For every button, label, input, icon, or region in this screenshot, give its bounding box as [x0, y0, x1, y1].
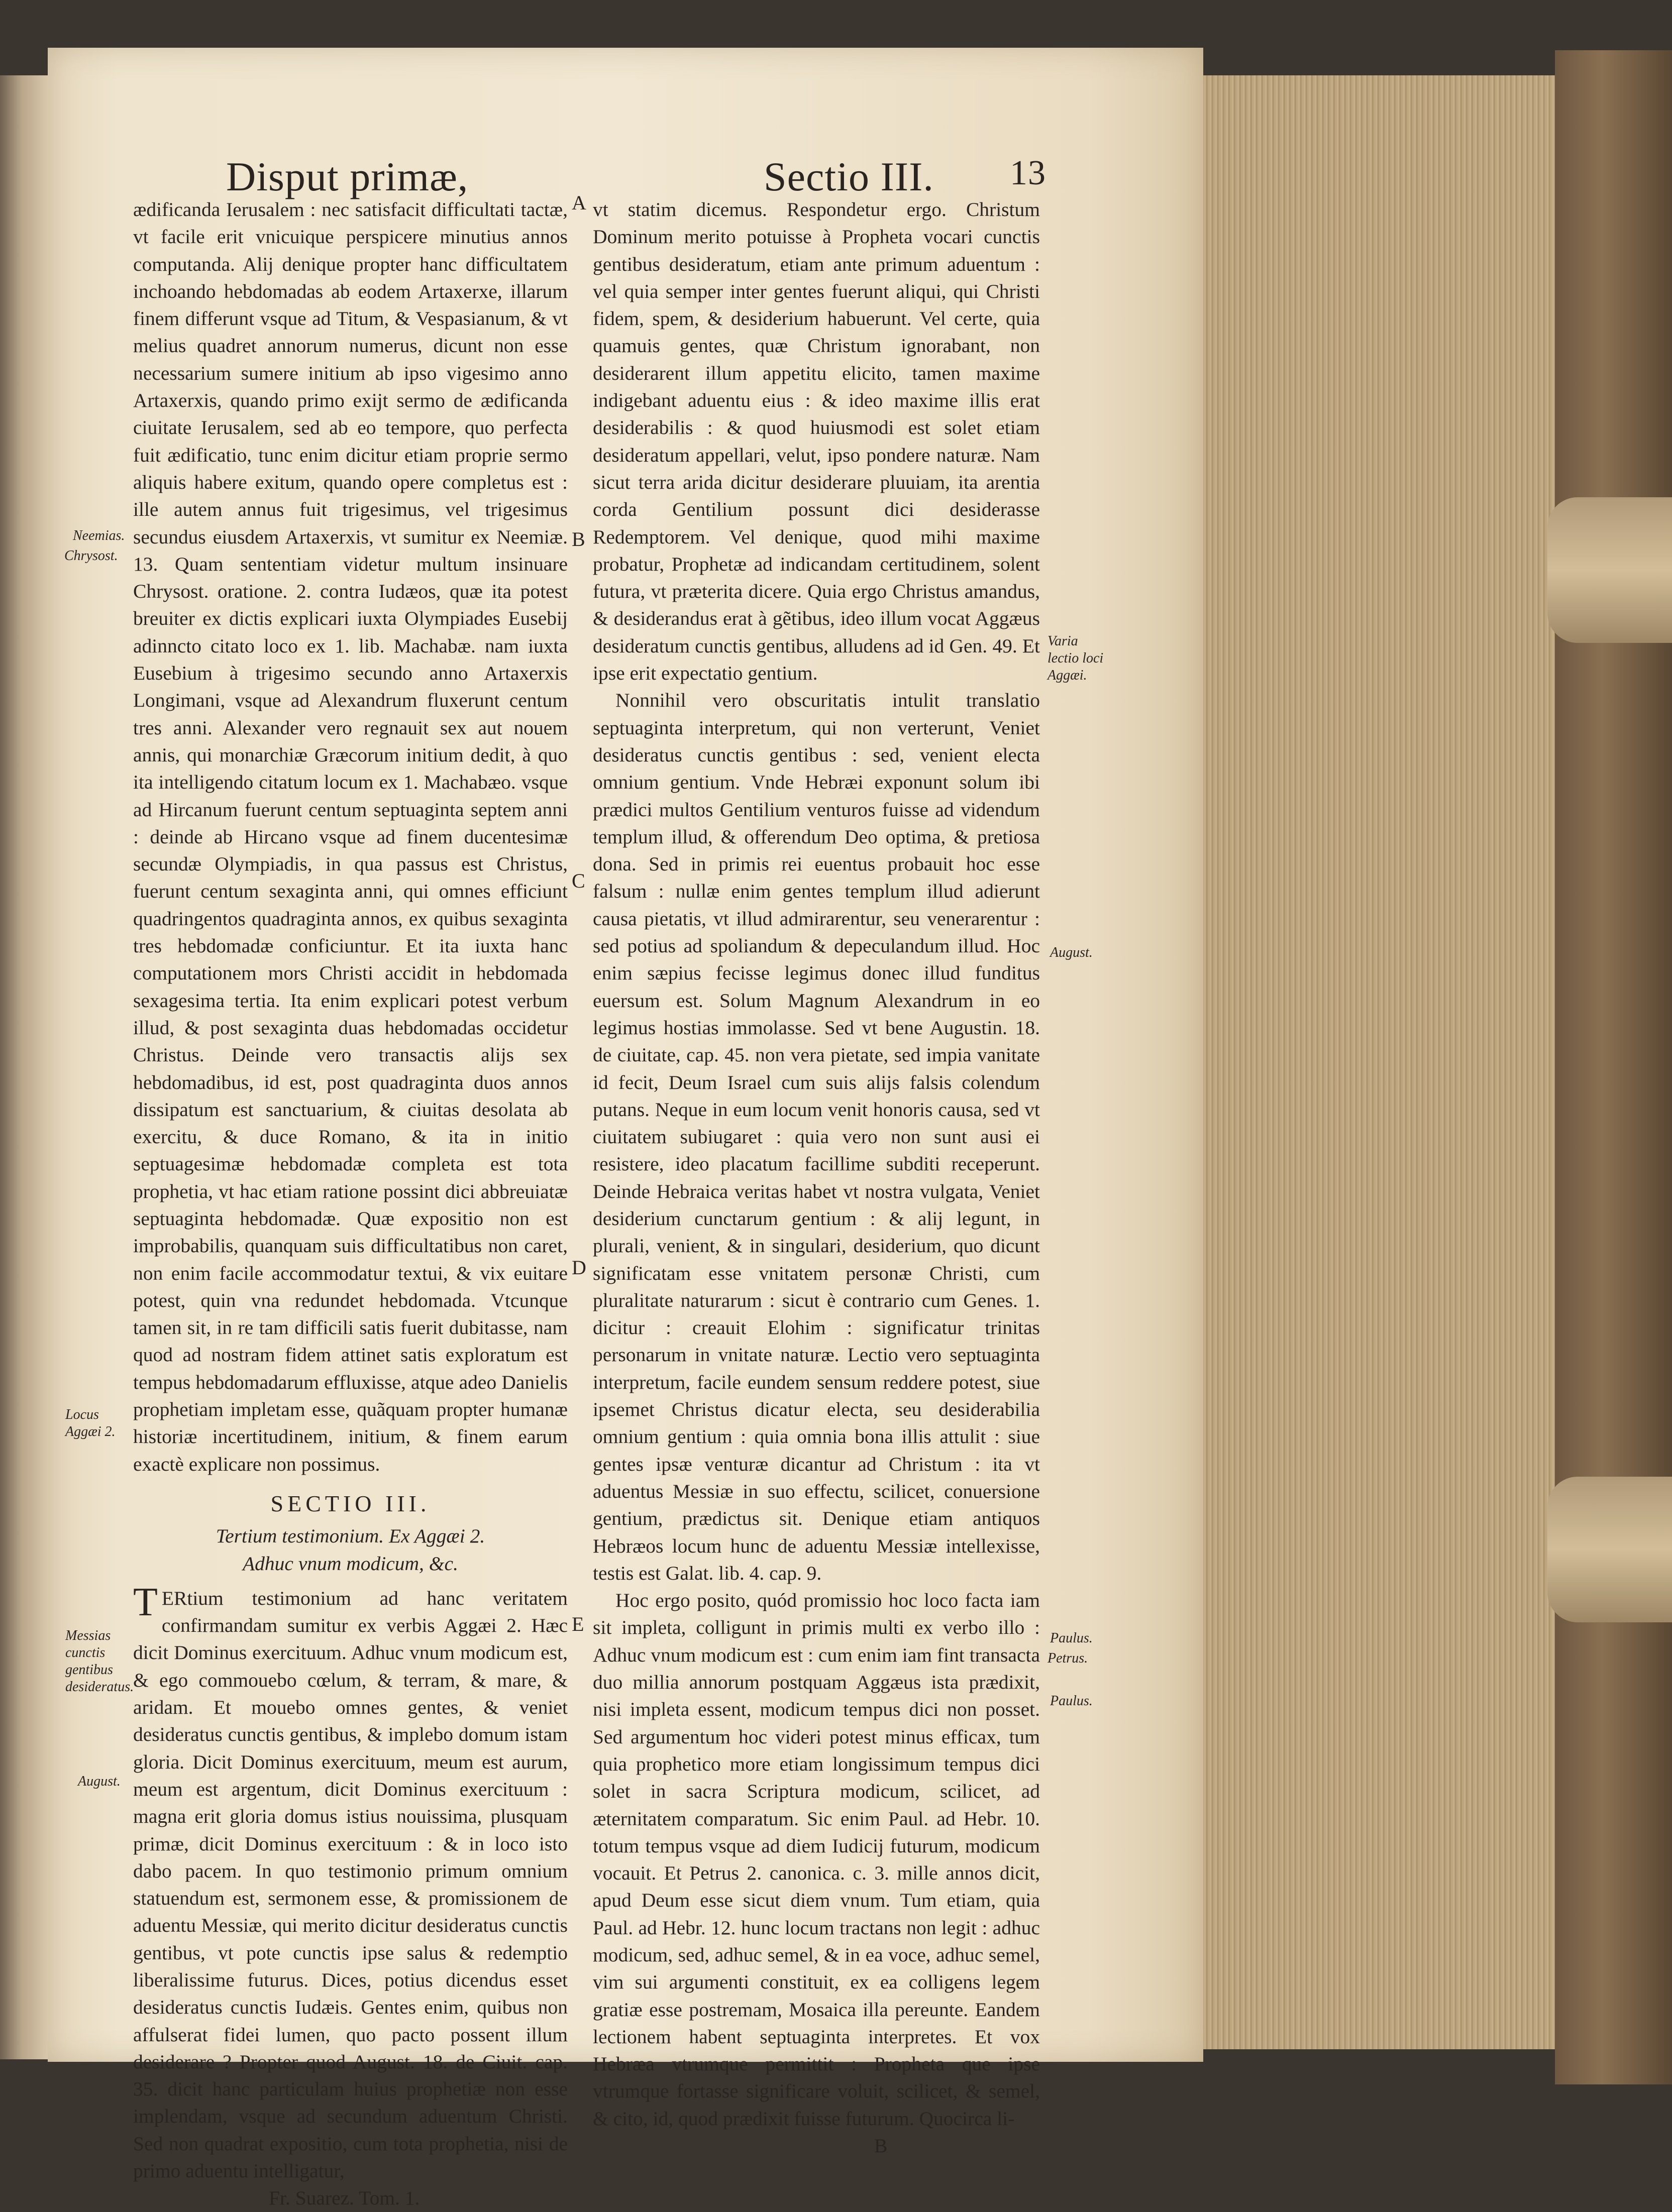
section-subtitle-1: Tertium testimonium. Ex Aggæi 2. — [216, 1525, 485, 1547]
section-heading: SECTIO III. — [270, 1490, 431, 1516]
margin-note-paulus-2: Paulus. — [1050, 1693, 1093, 1709]
previous-page-edge — [0, 75, 48, 2059]
section-subtitle-2: Adhuc vnum modicum, &c. — [243, 1552, 458, 1575]
margin-note-paulus-1: Paulus. — [1050, 1630, 1093, 1646]
right-column — [593, 196, 1040, 2159]
column-letter-d: D — [572, 1256, 586, 1279]
margin-note-messias: Messias cunctis gentibus desideratus. — [65, 1628, 134, 1695]
left-column — [133, 196, 568, 2212]
column-letter-e: E — [572, 1613, 584, 1635]
signature-mark: B — [874, 2135, 888, 2157]
drop-cap: T — [133, 1580, 158, 1624]
running-head-right: Sectio III. — [764, 154, 934, 199]
section-paragraph — [133, 1580, 568, 2185]
margin-note-august-left: August. — [78, 1774, 121, 1789]
margin-note-neemias: Neemias. — [73, 528, 125, 543]
signature-line: Fr. Suarez. Tom. 1. — [269, 2187, 420, 2209]
margin-note-varia-lectio: Varia lectio loci Aggæi. — [1048, 633, 1104, 683]
column-letter-b: B — [572, 528, 585, 550]
left-column-paragraph: ædificanda Ierusalem : nec satisfacit difficultati tactæ, vt facile erit vnicuique perspicere minutius annos computanda. Alij denique propter hanc difficultatem inchoando hebdomadas ab eodem Artaxerxe, illarum finem differunt vsque ad Titum, & Vespasianum, & vt melius quadret annorum numerus, dicunt non esse necessarium sumere initium ab ipso vigesimo anno Artaxerxis, quando primo exijt sermo de ædificanda ciuitate Ierusalem, sed ab eo tempore, quo perfecta fuit ædificatio, tunc enim dicitur etiam proprie sermo aliquis habere exitum, quando opere completus est : ille autem annus fuit trigesimus, vel trigesimus secundus eiusdem Artaxerxis, vt sumitur ex Neemiæ. 13. Quam sententiam videtur multum insinuare Chrysost. oratione. 2. contra Iudæos, quæ ita potest breuiter ex dictis explicari iuxta Olympiades Eusebij adinncto citato loco ex 1. lib. Machabæ. nam iuxta Eusebium à trigesimo secundo anno Artaxerxis Longimani, vsque ad Alexandrum fluxerunt centum tres anni. Alexander vero regnauit sex aut nouem annis, qui monarchiæ Græcorum initium dedit, à quo ita intelligendo citatum locum ex 1. Machabæo. vsque ad Hircanum fuerunt centum septuaginta septem anni : deinde ab Hircano vsque ad finem ducentesimæ secundæ Olympiadis, in qua passus est Christus, fuerunt centum sexaginta anni, qui omnes efficiunt quadringentos quadraginta annos, ex quibus sexaginta tres hebdomadæ conficiuntur. Et ita iuxta hanc computationem mors Christi accidit in hebdomada sexagesima tertia. Ita enim explicari potest verbum illud, & post sexaginta duas hebdomadas occidetur Christus. Deinde vero transactis alijs sex hebdomadibus, id est, post quadraginta duos annos dissipatum est sanctuarium, & ciuitas desolata ab exercitu, & duce Romano, & ita in initio septuagesimæ hebdomadæ completa est tota prophetia, vt hac etiam ratione possint dici abbreuiatæ septuaginta hebdomadæ. Quæ expositio non est improbabilis, quanquam suis difficultatibus non caret, non enim facile accommodatur textui, & vix euitare potest, quin vna redundet hebdomada. Vtcunque tamen sit, in re tam difficili satis fuerit dubitasse, nam quod ad nostram fidem attinet satis exploratum est tempus hebdomadarum effluxisse, atque adeo Danielis prophetiam impletam esse, quãquam propter humanæ historiæ incertitudinem, initium, & finem earum exactè explicare non possimus. — [133, 198, 568, 1475]
margin-note-chrysost: Chrysost. — [64, 548, 118, 564]
page-edges — [1203, 75, 1555, 2049]
book-binding — [1555, 50, 1672, 2084]
page-number: 13 — [1010, 154, 1046, 192]
column-letter-c: C — [572, 869, 585, 892]
margin-note-locus-aggaei: Locus Aggæi 2. — [65, 1407, 116, 1440]
running-head-left: Disput primæ, — [226, 154, 469, 199]
margin-note-august-right: August. — [1050, 945, 1093, 960]
right-column-paragraph-1: vt statim dicemus. Respondetur ergo. Christum Dominum merito potuisse à Propheta vocari cunctis gentibus desideratum, etiam ante primum aduentum : vel quia semper inter gentes fuerunt aliqui, qui Christi fidem, spem, & desiderium habuerunt. Vel certe, quia quamuis gentes, quæ Christum ignorabant, non desiderarent illum appetitu elicito, tamen maxime indigebant aduentu eius : & ideo maxime illis erat desiderabilis : & quod huiusmodi est solet etiam desideratum appellari, velut, ipso pondere naturæ. Nam sicut terra arida dicitur desiderare pluuiam, ita arentia corda Gentilium possunt dici desiderasse Redemptorem. Vel denique, quod mihi maxime probatur, Prophetæ ad indicandam certitudinem, solent futura, vt præterita dicere. Quia ergo Christus amandus, & desiderandus erat à gẽtibus, ideo illum vocat Aggæus desideratum cunctis gentibus, alludens ad id Gen. 49. Et ipse erit expectatio gentium. — [593, 198, 1040, 685]
column-letter-a: A — [572, 191, 586, 214]
lower-clasp — [1547, 1477, 1672, 1622]
section-paragraph-text: ERtium testimonium ad hanc veritatem confirmandam sumitur ex verbis Aggæi 2. Hæc dicit Dominus exercituum. Adhuc vnum modicum est, & ego commouebo cœlum, & terram, & mare, & aridam. Et mouebo omnes gentes, & veniet desideratus cunctis gentibus, & implebo domum istam gloria. Dicit Dominus exercituum, meum est aurum, meum est argentum, dicit Dominus exercituum : magna erit gloria domus istius nouissima, plusquam primæ, dicit Dominus exercituum : & in loco isto dabo pacem. In quo testimonio primum omnium statuendum est, sermonem esse, & promissionem de aduentu Messiæ, qui merito dicitur desideratus cunctis gentibus, vt pote cunctis ipse salus & redemptio liberalissime futurus. Dices, potius dicendus esset desideratus cunctis Iudæis. Gentes enim, quibus non affulserat fidei lumen, quo pacto possent illum desiderare ? Propter quod August. 18. de Ciuit. cap. 35. dicit hanc particulam huius prophetiæ non esse implendam, vsque ad secundum aduentum Christi. Sed non quadrat expositio, cum tota prophetia, nisi de primo aduentu intelligatur, — [133, 1587, 568, 2182]
right-column-paragraph-3: Hoc ergo posito, quód promissio hoc loco facta iam sit impleta, colligunt in primis multi ex verbo illo : Adhuc vnum modicum est : cum enim iam fint transacta duo millia annorum postquam Aggæus ista prædixit, nisi impleta essent, modicum tempus dici non posset. Sed argumentum hoc videri potest minus efficax, tum quia prophetico more etiam longissimum tempus dici solet in sacra Scriptura modicum, scilicet, ad æternitatem comparatum. Sic enim Paul. ad Hebr. 10. totum tempus vsque ad diem Iudicij futurum, modicum vocauit. Et Petrus 2. canonica. c. 3. mille annos dicit, apud Deum esse sicut diem vnum. Tum etiam, quia Paul. ad Hebr. 12. hunc locum tractans non legit : adhuc modicum, sed, adhuc semel, & in ea voce, adhuc semel, vim sui argumenti constituit, ex ea colligens legem gratiæ esse postremam, Mosaica illa pereunte. Eandem lectionem habent septuaginta interpretes. Et vox Hebræa vtrumque permittit : Propheta que ipse vtrumque fortasse significare voluit, scilicet, & semel, & cito, id, quod prædixit fuisse futurum. Quocirca li- — [593, 1589, 1040, 2130]
right-column-paragraph-2: Nonnihil vero obscuritatis intulit translatio septuaginta interpretum, qui non verterunt, Veniet desideratus cunctis gentibus : sed, venient electa omnium gentium. Vnde Hebræi exponunt solum ibi prædici multos Gentilium venturos fuisse ad videndum templum illud, & offerendum Deo optima, & pretiosa dona. Sed in primis rei euentus probauit hoc esse falsum : nullæ enim gentes templum illud adierunt causa pietatis, vt illud admirarentur, seu venerarentur : sed potius ad spoliandum & depeculandum illud. Hoc enim sæpius fecisse legimus donec illud funditus euersum est. Solum Magnum Alexandrum in eo legimus hostias immolasse. Sed vt bene Augustin. 18. de ciuitate, cap. 45. non vera pietate, sed impia vanitate id fecit, Deum Israel cum suis alijs falsis colendum putans. Neque in eum locum venit honoris causa, sed vt ciuitatem subiugaret : quia vero non sunt ausi ei resistere, ideo placatum facillime subditi receperunt. Deinde Hebraica veritas habet vt nostra vulgata, Veniet desiderium cunctarum gentium : & alij legunt, in plurali, venient, & in singulari, desiderium, quo dicunt significatam esse vnitatem personæ Christi, cum pluralitate naturarum : sicut è contrario cum Genes. 1. dicitur : creauit Elohim : significatur trinitas personarum in vnitate naturæ. Lectio vero septuaginta interpretum, facile eundem sensum reddere potest, siue ipsemet Christus dicatur electa, seu desiderabilia omnium gentium : quia omnia bona illis attulit : siue gentes ipsæ venturæ dicantur ad Christum : ita vt aduentus Messiæ in suo effectu, scilicet, conuersione gentium, prædictus sit. Denique etiam antiquos Hebræos locum hunc de aduentu Messiæ intellexisse, testis est Galat. lib. 4. cap. 9. — [593, 689, 1040, 1584]
margin-note-petrus: Petrus. — [1048, 1650, 1088, 1666]
upper-clasp — [1547, 497, 1672, 643]
